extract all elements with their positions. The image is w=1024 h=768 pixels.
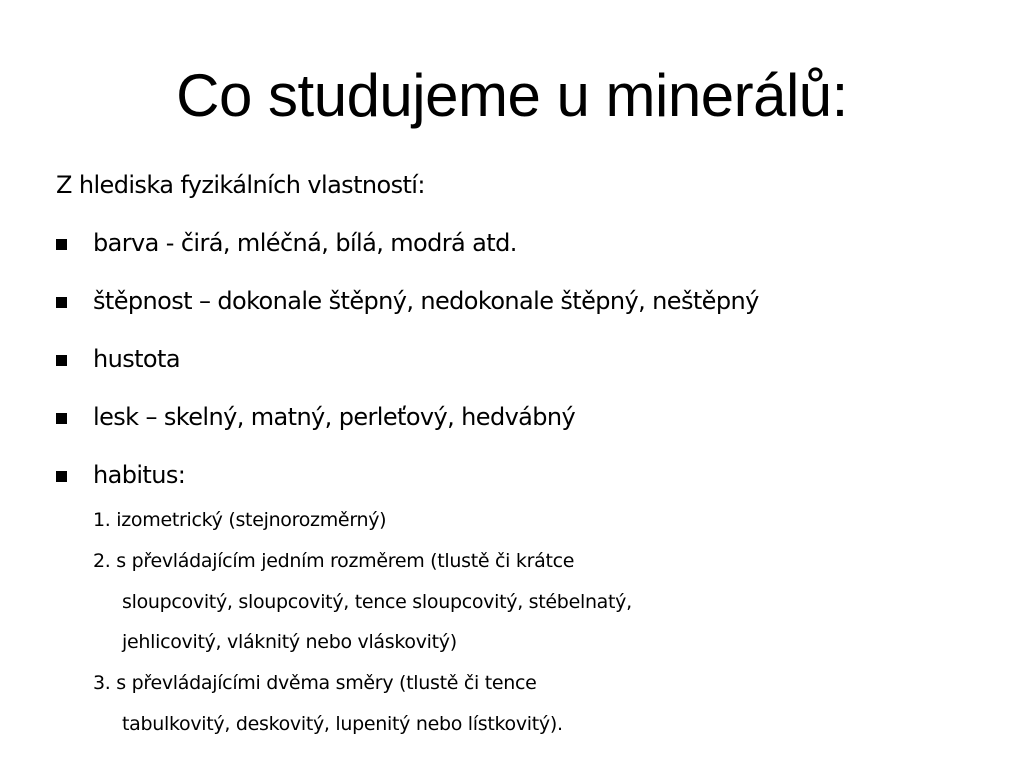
bullet-text: hustota bbox=[93, 345, 180, 373]
bullet-text: štěpnost – dokonale štěpný, nedokonale štěpný, neštěpný bbox=[93, 287, 759, 315]
habitus-line-2-cont-2: jehlicovitý, vláknitý nebo vláskovitý) bbox=[122, 631, 457, 653]
square-bullet-icon bbox=[56, 297, 67, 308]
intro-text: Z hlediska fyzikálních vlastností: bbox=[56, 171, 425, 199]
square-bullet-icon bbox=[56, 239, 67, 250]
bullet-text: lesk – skelný, matný, perleťový, hedvábný bbox=[93, 403, 576, 431]
habitus-line-1: 1. izometrický (stejnorozměrný) bbox=[93, 509, 387, 531]
square-bullet-icon bbox=[56, 413, 67, 424]
bullet-text: barva - čirá, mléčná, bílá, modrá atd. bbox=[93, 229, 517, 257]
square-bullet-icon bbox=[56, 355, 67, 366]
habitus-line-3: 3. s převládajícími dvěma směry (tlustě či tence bbox=[93, 672, 537, 694]
square-bullet-icon bbox=[56, 471, 67, 482]
bullet-text: habitus: bbox=[93, 461, 186, 489]
habitus-line-3-cont: tabulkovitý, deskovitý, lupenitý nebo lístkovitý). bbox=[122, 713, 563, 735]
habitus-line-2-cont-1: sloupcovitý, sloupcovitý, tence sloupcovitý, stébelnatý, bbox=[122, 591, 632, 613]
habitus-line-2: 2. s převládajícím jedním rozměrem (tlustě či krátce bbox=[93, 550, 575, 572]
slide-title: Co studujeme u minerálů: bbox=[176, 62, 848, 129]
